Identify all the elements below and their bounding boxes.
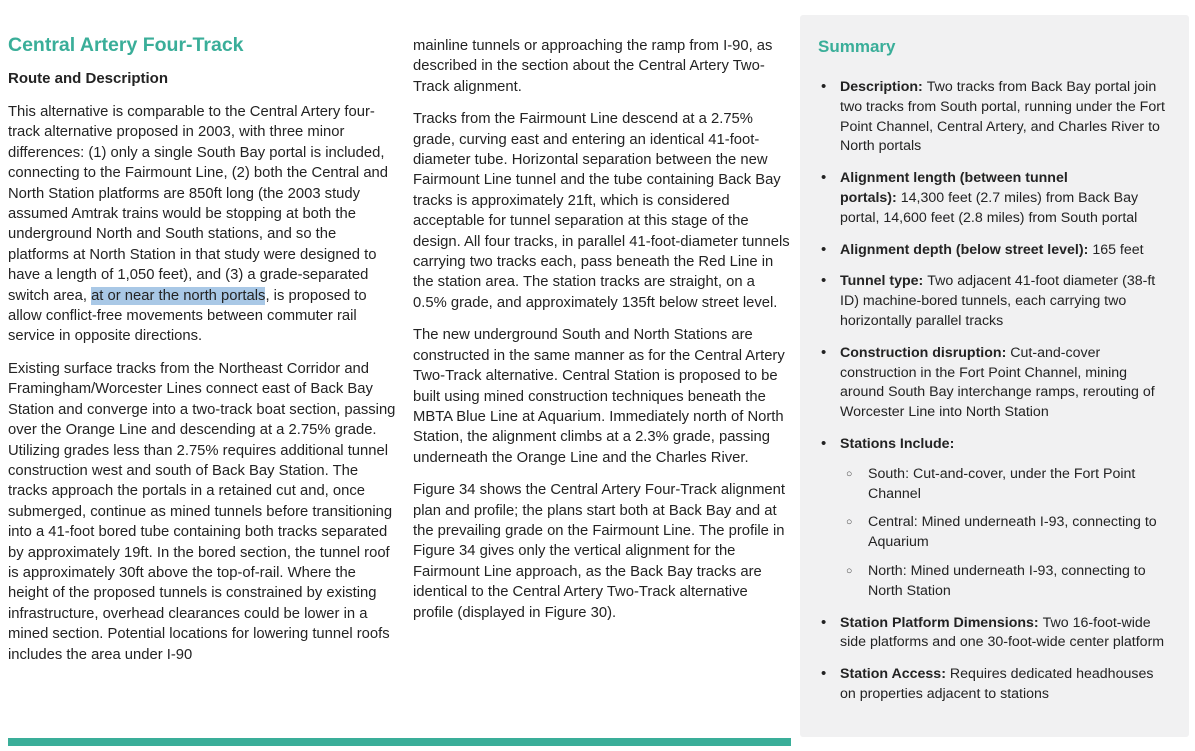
summary-item-stations-include: [818, 435, 1167, 602]
footer-accent-rule: [8, 738, 791, 746]
summary-item-tunnel-type: [818, 272, 1167, 331]
item-label: Station Platform Dimensions:: [840, 614, 1039, 631]
paragraph-text: This alternative is comparable to the Central Artery four-track alternative proposed in 2003, with three minor differences: (1) only a single South Bay portal is included, connecting to the Fairmount Line, (2) both the Central and North Station platforms are 850ft long (the 2003 study assumed Amtrak trains would be stopping at both the underground North and South stations, and so the platforms at North Station in that study were designed to have a length of 1,050 feet), and (3) a grade-separated switch area,: [8, 104, 389, 304]
paragraph: Existing surface tracks from the Northeast Corridor and Framingham/Worcester Lines connect east of Back Bay Station and converge into a two-track boat section, passing over the Orange Line and descending at a 2.75% grade. Utilizing grades less than 2.75% requires additional tunnel construction west and south of Back Bay Station. The tracks approach the portals in a retained cut and, once submerged, continue as mined tunnels before transitioning into a 41-foot bored tube containing both tracks separated by approximately 19ft. In the bored section, the tunnel roof is approximately 30ft above the top-of-rail. Where the height of the proposed tunnels is constrained by existing infrastructure, overhead clearances could be lower in a mined section. Potential locations for lowering tunnel roofs includes the area under I-90: [8, 360, 396, 663]
summary-list: [818, 78, 1167, 705]
summary-item-construction-disruption: [818, 344, 1167, 423]
middle-column: [413, 0, 791, 635]
item-label: Alignment depth (below street level):: [840, 241, 1089, 258]
item-text: 14,300 feet (2.7 miles) from Back Bay portal, 14,600 feet (2.8 miles) from South portal: [840, 189, 1139, 226]
page-title: Central Artery Four-Track: [8, 34, 244, 56]
station-subitem-north: ○ North: Mined underneath I-93, connecting to North Station: [840, 562, 1167, 602]
text-selection-highlight: at or near the north portals: [91, 287, 266, 304]
paragraph: The new underground South and North Stations are constructed in the same manner as for the Central Artery Two-Track alternative. Central Station is proposed to be built using mined construction techniques beneath the MBTA Blue Line at Aquarium. Immediately north of North Station, the alignment climbs at a 2.3% grade, passing underneath the Orange Line and the Charles River.: [413, 327, 785, 466]
summary-item-description: [818, 78, 1167, 157]
item-text: 165 feet: [1092, 241, 1144, 258]
station-subitem-central: ○ Central: Mined underneath I-93, connecting to Aquarium: [840, 513, 1167, 553]
subsection-heading: Route and Description: [8, 70, 169, 87]
item-text: Requires dedicated headhouses on properties adjacent to stations: [840, 666, 1154, 702]
item-label: Alignment length (between tunnel portals):: [840, 170, 1068, 206]
summary-item-station-access: [818, 665, 1167, 705]
item-text: Two tracks from Back Bay portal join two tracks from South portal, running under the Fort Point Channel, Central Artery, and Charles River to North portals: [840, 79, 1165, 155]
paragraph-text: , is proposed to allow conflict-free movements between commuter rail service in opposite directions.: [8, 287, 367, 345]
station-subitem-south: ○ South: Cut-and-cover, under the Fort Point Channel: [840, 465, 1167, 505]
item-label: Construction disruption:: [840, 344, 1007, 361]
summary-item-platform-dimensions: [818, 614, 1167, 654]
summary-title: Summary: [818, 37, 896, 56]
item-label: Tunnel type:: [840, 273, 924, 290]
paragraph: [8, 102, 398, 347]
item-label: Stations Include:: [840, 435, 955, 452]
summary-item-alignment-depth: [818, 241, 1167, 261]
item-text: Cut-and-cover construction in the Fort Point Channel, mining around South Bay interchange ramps, rerouting of Worcester Line into North Station: [840, 344, 1155, 421]
item-label: Description:: [840, 79, 923, 95]
paragraph: mainline tunnels or approaching the ramp from I-90, as described in the section about the Central Artery Two-Track alignment.: [413, 38, 773, 95]
left-column: [8, 0, 398, 677]
summary-item-alignment-length: [818, 169, 1167, 228]
stations-sublist: [840, 465, 1167, 602]
item-label: Station Access:: [840, 666, 946, 683]
item-text: Two 16-foot-wide side platforms and one 30-foot-wide center platform: [840, 614, 1165, 651]
paragraph: Tracks from the Fairmount Line descend at a 2.75% grade, curving east and entering an identical 41-foot-diameter tube. Horizontal separation between the new Fairmount Line tunnel and the tube containing Back Bay tracks is approximately 21ft, which is considered acceptable for tunnel separation at this stage of the design. All four tracks, in parallel 41-foot-diameter tunnels carrying two tracks each, pass beneath the Red Line in the station area. The station tracks are straight, on a 0.5% grade, and approximately 135ft below street level.: [413, 111, 790, 311]
paragraph: Figure 34 shows the Central Artery Four-Track alignment plan and profile; the plans start both at Back Bay and at the prevailing grade on the Fairmount Line. The profile in Figure 34 gives only the vertical alignment for the Fairmount Line approach, as the Back Bay tracks are identical to the Central Artery Two-Track alternative profile (displayed in Figure 30).: [413, 482, 785, 621]
summary-sidebar: [800, 15, 1189, 737]
item-text: Two adjacent 41-foot diameter (38-ft ID) machine-bored tunnels, each carrying two horizontally parallel tracks: [840, 273, 1156, 329]
